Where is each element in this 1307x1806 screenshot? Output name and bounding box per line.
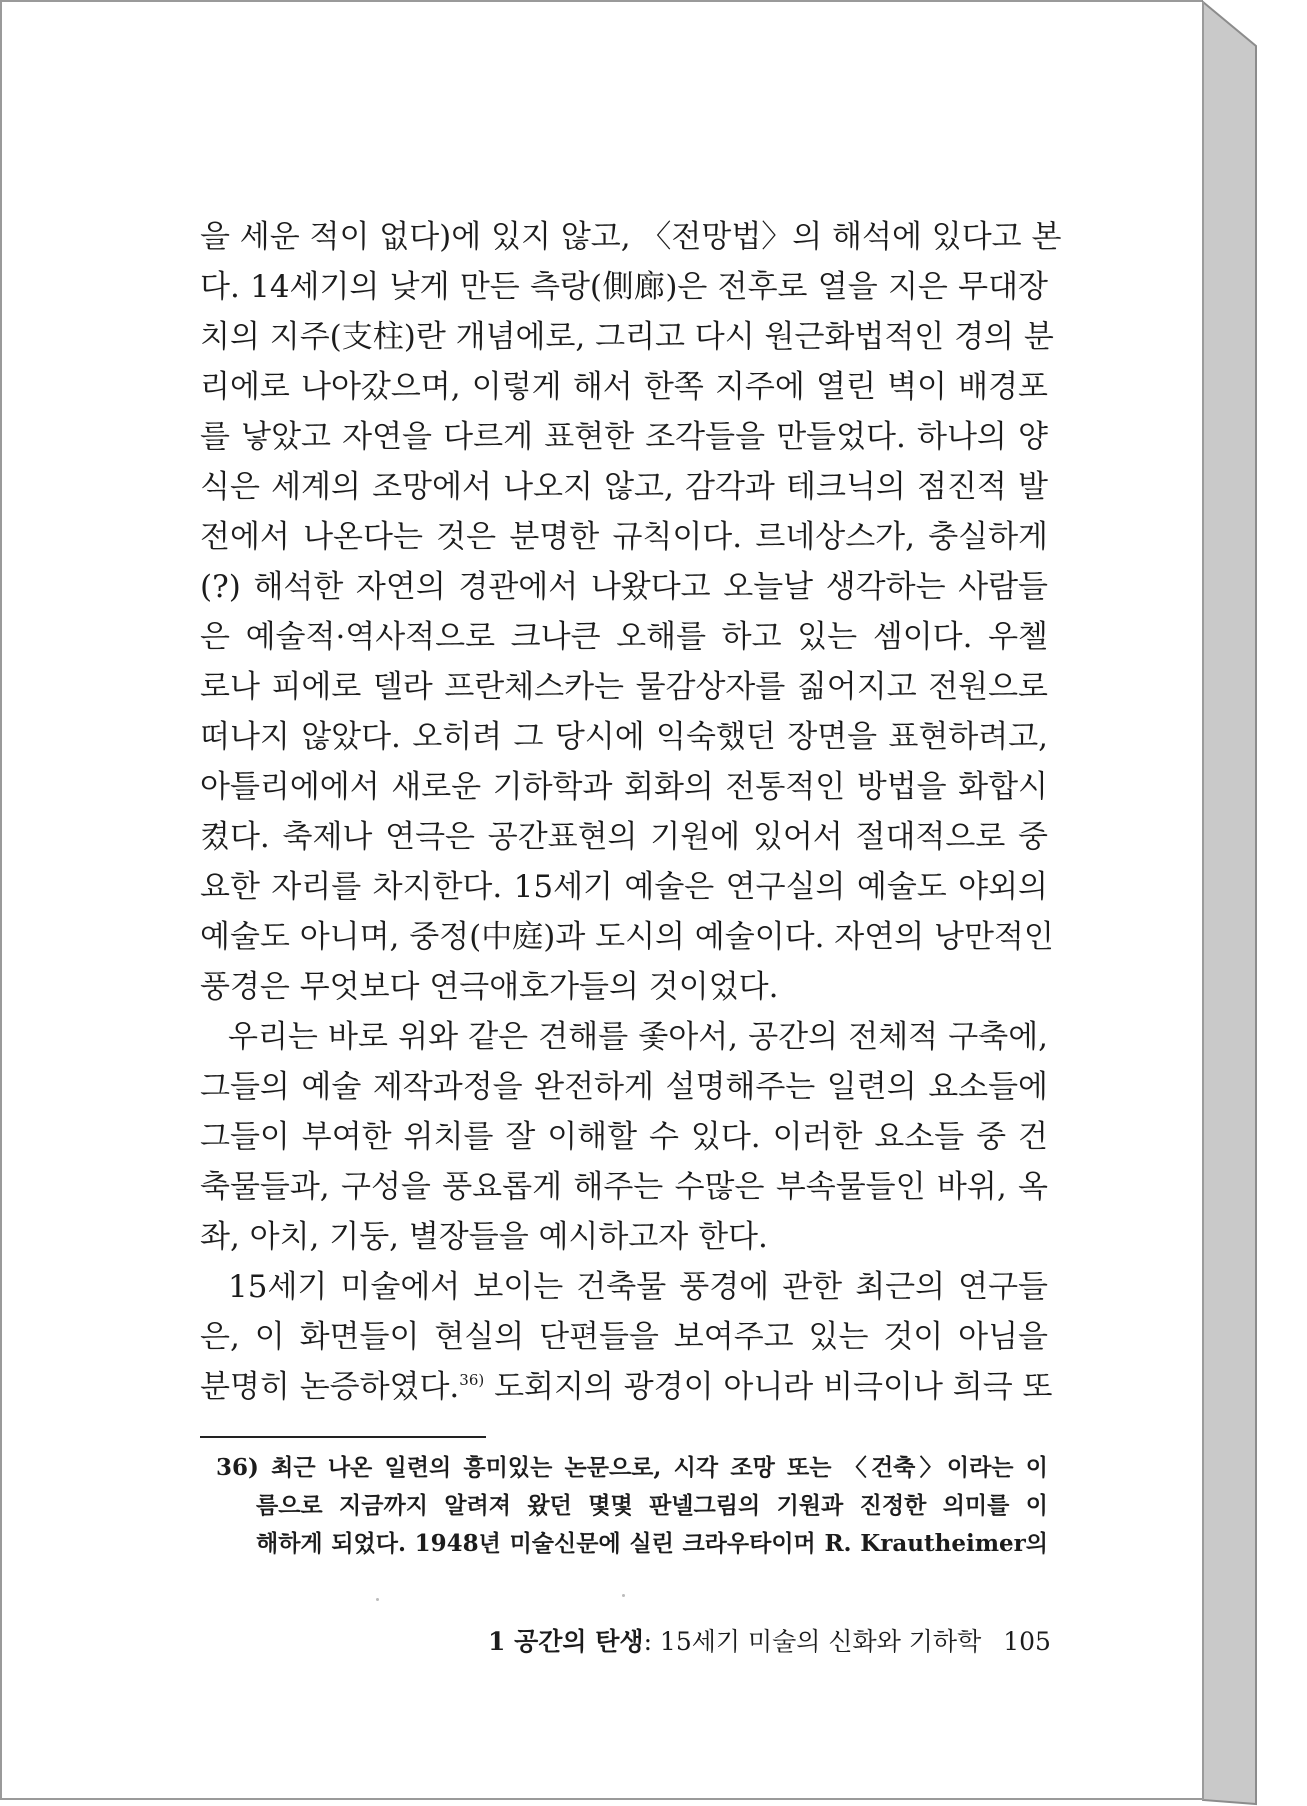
text-line: 아틀리에에서 새로운 기하학과 회화의 전통적인 방법을 화합시 <box>200 769 1048 805</box>
print-speck <box>376 1598 379 1601</box>
running-footer <box>488 1622 1051 1658</box>
footnote <box>200 1449 1048 1563</box>
text-segment: 도회지의 광경이 아니라 비극이나 희극 또 <box>484 1369 1053 1405</box>
text-line: 은, 이 화면들이 현실의 단편들을 보여주고 있는 것이 아님을 <box>200 1319 1048 1355</box>
text-line: 요한 자리를 차지한다. 15세기 예술은 연구실의 예술도 야외의 <box>200 869 1048 905</box>
footnote-line: 름으로 지금까지 알려져 왔던 몇몇 판넬그림의 기원과 진정한 의미를 이 <box>256 1492 1048 1519</box>
text-line: 그들이 부여한 위치를 잘 이해할 수 있다. 이러한 요소들 중 건 <box>200 1119 1048 1155</box>
text-line: 식은 세계의 조망에서 나오지 않고, 감각과 테크닉의 점진적 발 <box>200 469 1048 505</box>
text-line: (?) 해석한 자연의 경관에서 나왔다고 오늘날 생각하는 사람들 <box>200 569 1048 605</box>
text-line: 예술도 아니며, 중정(中庭)과 도시의 예술이다. 자연의 낭만적인 <box>200 919 1054 955</box>
text-line: 풍경은 무엇보다 연극애호가들의 것이었다. <box>200 969 779 1005</box>
text-line: 를 낳았고 자연을 다르게 표현한 조각들을 만들었다. 하나의 양 <box>200 419 1048 455</box>
footnote-divider <box>200 1436 486 1438</box>
page-number: 105 <box>1003 1627 1051 1656</box>
text-line: 축물들과, 구성을 풍요롭게 해주는 수많은 부속물들인 바위, 옥 <box>200 1169 1048 1205</box>
text-line: 로나 피에로 델라 프란체스카는 물감상자를 짊어지고 전원으로 <box>200 669 1048 705</box>
text-line: 떠나지 않았다. 오히려 그 당시에 익숙했던 장면을 표현하려고, <box>200 719 1048 755</box>
text-line: 치의 지주(支柱)란 개념에로, 그리고 다시 원근화법적인 경의 분 <box>200 319 1054 355</box>
chapter-subtitle: : 15세기 미술의 신화와 기하학 <box>643 1627 982 1656</box>
chapter-title: 1 공간의 탄생 <box>488 1627 644 1656</box>
text-line: 우리는 바로 위와 같은 견해를 좇아서, 공간의 전체적 구축에, <box>228 1019 1048 1055</box>
text-line: 다. 14세기의 낮게 만든 측랑(側廊)은 전후로 열을 지은 무대장 <box>200 269 1048 305</box>
print-speck <box>622 1594 625 1597</box>
footnote-line: 36) 최근 나온 일련의 흥미있는 논문으로, 시각 조망 또는 〈건축〉이라는 이 <box>216 1454 1048 1481</box>
footnote-line: 해하게 되었다. 1948년 미술신문에 실린 크라우타이머 R. Krautheimer의 <box>256 1530 1048 1557</box>
text-line-with-note <box>200 1362 1053 1412</box>
text-line: 켰다. 축제나 연극은 공간표현의 기원에 있어서 절대적으로 중 <box>200 819 1048 855</box>
text-line: 그들의 예술 제작과정을 완전하게 설명해주는 일련의 요소들에 <box>200 1069 1048 1105</box>
text-line: 좌, 아치, 기둥, 별장들을 예시하고자 한다. <box>200 1219 768 1255</box>
text-segment: 분명히 논증하였다. <box>200 1369 460 1405</box>
text-line: 리에로 나아갔으며, 이렇게 해서 한쪽 지주에 열린 벽이 배경포 <box>200 369 1048 405</box>
text-line: 을 세운 적이 없다)에 있지 않고, 〈전망법〉의 해석에 있다고 본 <box>200 219 1062 255</box>
body-text <box>200 212 1062 1412</box>
text-line: 전에서 나온다는 것은 분명한 규칙이다. 르네상스가, 충실하게 <box>200 519 1048 555</box>
footnote-reference[interactable]: 36) <box>459 1371 485 1389</box>
text-line: 은 예술적·역사적으로 크나큰 오해를 하고 있는 셈이다. 우첼 <box>200 619 1048 655</box>
text-line: 15세기 미술에서 보이는 건축물 풍경에 관한 최근의 연구들 <box>228 1269 1048 1305</box>
